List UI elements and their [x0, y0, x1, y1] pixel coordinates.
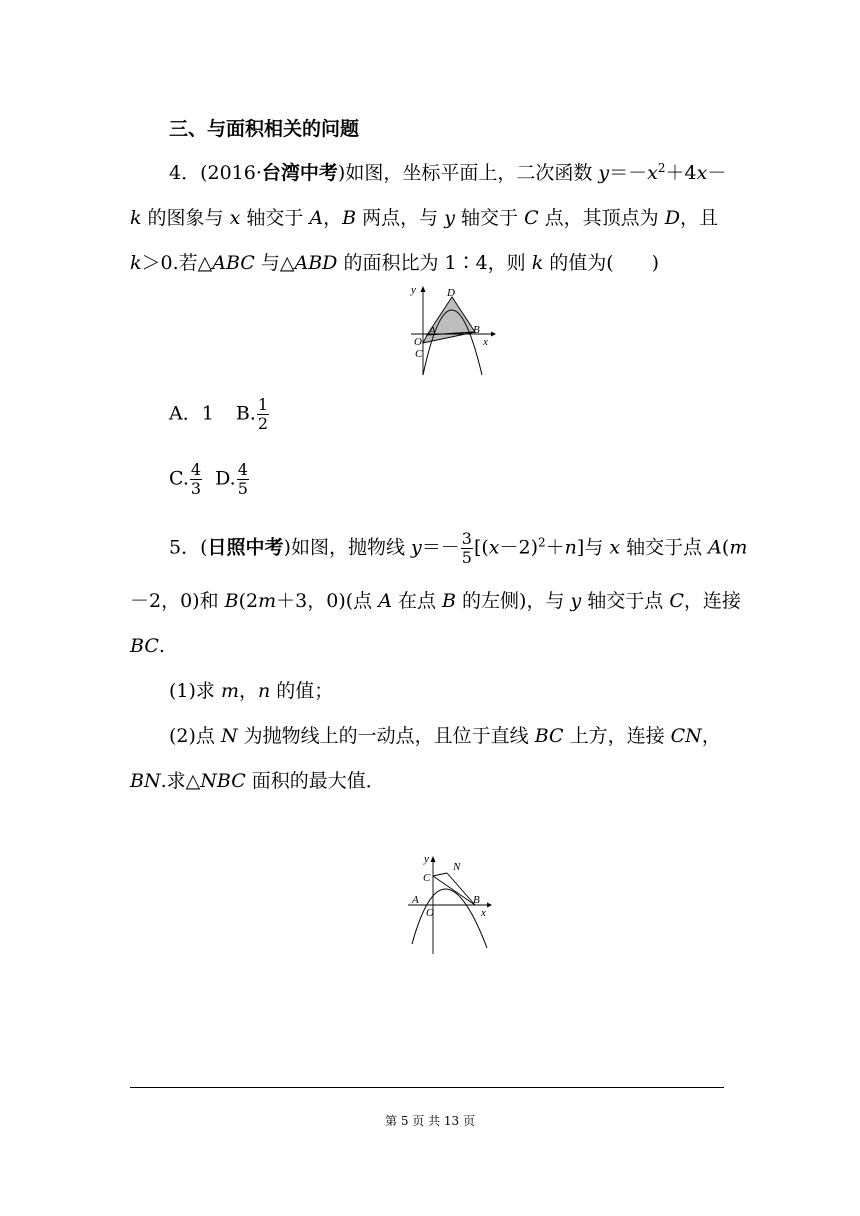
q4-line-1 — [169, 160, 860, 186]
q4-text: ，且 — [679, 207, 718, 229]
frac-num: 1 — [257, 395, 269, 414]
q4-label-y: y — [411, 284, 416, 296]
q5-source-close: ) — [283, 536, 291, 559]
q4-x-arrow — [491, 332, 496, 337]
q5-label-a: A — [412, 894, 419, 906]
q5-text: ]与 — [576, 536, 610, 559]
q4-text: 点，其顶点为 — [538, 207, 665, 229]
frac-den: 2 — [257, 414, 269, 433]
q5-figure — [405, 850, 500, 959]
q5-var: BC — [130, 635, 159, 657]
q4-line-3 — [130, 250, 860, 276]
q4-text: 的面积比为 1∶4，则 — [337, 252, 532, 274]
q5-text: [( — [473, 536, 489, 559]
q4-text: ＋4 — [665, 162, 697, 184]
q4-var: ABD — [294, 252, 338, 274]
q5-var: N — [220, 725, 238, 747]
q5-text: ，连接 — [683, 590, 741, 612]
q4-text: 与△ — [254, 252, 295, 274]
q5-var: B — [224, 590, 239, 612]
q4-var: B — [342, 207, 357, 229]
q5-text: ( — [721, 536, 730, 559]
q5-text: . — [158, 635, 165, 657]
frac-den: 5 — [461, 548, 472, 567]
q5-line-1 — [169, 530, 860, 567]
q5-var: y — [570, 590, 582, 612]
q4-label-o: O — [414, 336, 422, 348]
q5-var: x — [609, 536, 621, 559]
q5-label-n: N — [453, 861, 461, 873]
q5-figure-svg — [405, 850, 500, 955]
q4-var: x — [647, 162, 658, 184]
q5-x-arrow — [487, 903, 492, 908]
q4-label-x: x — [483, 336, 488, 348]
q5-label-y: y — [424, 853, 429, 865]
q4-var: D — [664, 207, 680, 229]
q5-label-o: O — [426, 907, 434, 919]
q4-exponent: 2 — [657, 161, 666, 175]
q4-label-b: B — [473, 324, 480, 336]
q4-label-c: C — [415, 348, 423, 360]
q4-figure — [405, 283, 500, 382]
q4-text: 轴交于 — [240, 207, 310, 229]
q4-option-b-fraction — [257, 396, 269, 433]
frac-num: 3 — [461, 529, 472, 548]
page-footer: 第 5 页 共 13 页 — [385, 1114, 475, 1128]
q4-y-arrow — [421, 286, 426, 292]
q5-text: ， — [239, 680, 259, 702]
q5-line-3 — [130, 633, 860, 659]
q5-text: 的值； — [270, 680, 334, 702]
q5-number: 5．( — [169, 536, 208, 559]
q5-text: ， — [701, 725, 721, 747]
q4-line-2 — [130, 205, 860, 231]
q5-sub-1 — [169, 678, 860, 704]
q5-var: A — [378, 590, 392, 612]
q5-var: m — [729, 536, 748, 559]
q5-var: n — [258, 680, 271, 702]
q4-text: 如图，坐标平面上，二次函数 — [345, 162, 599, 184]
q4-option-b: B. — [235, 402, 256, 425]
q4-text: 轴交于 — [454, 207, 525, 229]
q4-option-d-fraction — [237, 461, 249, 498]
q4-var: k — [531, 252, 544, 274]
q5-text: 为抛物线上的一动点，且位于直线 — [237, 725, 535, 747]
q5-text: 的左侧)，与 — [456, 590, 571, 612]
q5-text: －2) — [499, 536, 538, 559]
q5-var: x — [488, 536, 500, 559]
q5-var: m — [258, 590, 277, 612]
q5-var: BC — [534, 725, 564, 747]
q5-text: 轴交于点 — [581, 590, 670, 612]
section-title: 三、与面积相关的问题 — [169, 118, 360, 140]
q4-label-a: A — [429, 325, 436, 337]
q4-var: A — [309, 207, 324, 229]
q5-text: (1)求 — [169, 680, 221, 702]
q4-text: － — [707, 162, 727, 184]
q4-option-c-fraction — [190, 461, 202, 498]
q5-exponent: 2 — [538, 535, 546, 550]
q5-source: 日照中考 — [207, 536, 284, 559]
q5-text: (2 — [238, 590, 259, 612]
frac-num: 4 — [190, 460, 202, 479]
q4-text: ， — [323, 207, 343, 229]
q4-option-a: A．1 — [169, 402, 214, 425]
q5-text: 在点 — [391, 590, 443, 612]
q4-figure-svg — [405, 283, 500, 378]
q5-var: BN — [130, 770, 161, 792]
q4-number: 4． — [169, 162, 201, 184]
q4-var: x — [696, 162, 708, 184]
q4-label-d: D — [447, 287, 455, 299]
q5-y-arrow — [431, 856, 436, 862]
q4-options-ab — [169, 396, 860, 433]
frac-den: 3 — [190, 479, 202, 498]
q4-source: 台湾中考 — [261, 162, 338, 184]
q5-var: NBC — [200, 770, 246, 792]
q4-var: ABC — [212, 252, 255, 274]
q4-source-close: ) — [337, 162, 346, 184]
q5-var: C — [669, 590, 684, 612]
footer-rule — [130, 1087, 724, 1088]
q4-var: y — [598, 162, 610, 184]
q5-fraction — [461, 530, 473, 567]
frac-num: 4 — [237, 460, 248, 479]
q4-option-c: C. — [169, 467, 189, 490]
q5-var: m — [220, 680, 239, 702]
q4-var: k — [130, 252, 142, 274]
q4-var: x — [229, 207, 241, 229]
q5-sub-2 — [169, 723, 860, 749]
q4-options-cd — [169, 461, 860, 498]
q5-var: n — [564, 536, 577, 559]
q5-label-x: x — [481, 907, 486, 919]
q5-label-b: B — [473, 894, 480, 906]
q4-text: 的值为( ) — [543, 252, 660, 274]
q5-sub-2-cont — [130, 768, 860, 794]
frac-den: 5 — [237, 479, 248, 498]
q5-text: ＋ — [545, 536, 565, 559]
q4-text: 两点，与 — [356, 207, 445, 229]
q5-var: A — [708, 536, 722, 559]
q5-text: 轴交于点 — [620, 536, 709, 559]
q5-line-2 — [130, 588, 860, 614]
q5-var: B — [442, 590, 456, 612]
q5-segment-cn — [433, 873, 447, 876]
q4-source-open: (2016· — [200, 162, 262, 184]
q5-var: CN — [670, 725, 702, 747]
q5-text: 上方，连接 — [563, 725, 671, 747]
q5-text: 面积的最大值． — [245, 770, 385, 792]
q4-text: 的图象与 — [141, 207, 230, 229]
q5-text: ＝－ — [421, 536, 460, 559]
q5-text: (2)点 — [169, 725, 221, 747]
q4-var: k — [130, 207, 142, 229]
q4-text: ＝－ — [609, 162, 648, 184]
q5-text: ＋3，0)(点 — [276, 590, 379, 612]
q4-text: ＞0.若△ — [141, 252, 213, 274]
q4-var: C — [524, 207, 539, 229]
q5-text: 如图，抛物线 — [290, 536, 411, 559]
q5-var: y — [411, 536, 422, 559]
q5-label-c: C — [423, 872, 431, 884]
q4-option-d: D. — [215, 467, 236, 490]
q5-text: －2，0)和 — [130, 590, 225, 612]
q4-var: y — [444, 207, 455, 229]
q5-text: .求△ — [160, 770, 201, 792]
